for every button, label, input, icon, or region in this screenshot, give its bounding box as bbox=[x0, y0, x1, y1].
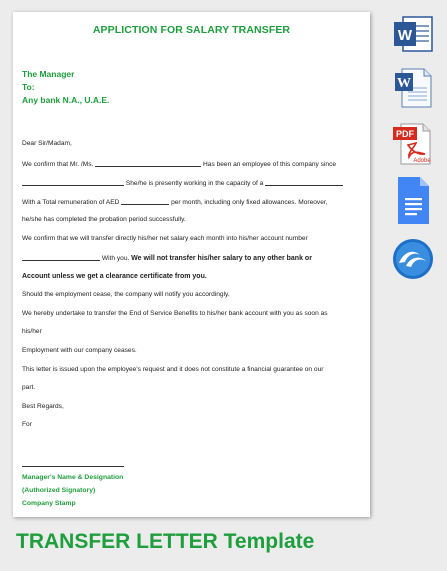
recipient-bank: Any bank N.A., U.A.E. bbox=[22, 95, 110, 105]
paragraph-line-6 bbox=[22, 254, 362, 262]
signatory-name-label: Manager's Name & Designation bbox=[22, 474, 124, 481]
paragraph-line-10: his/her bbox=[22, 328, 42, 335]
employee-name-blank bbox=[95, 160, 201, 167]
position-blank bbox=[265, 179, 343, 186]
text-span: per month, including only fixed allowances. Moreover, bbox=[171, 199, 328, 206]
text-span: With you. bbox=[101, 255, 130, 262]
paragraph-line-12: This letter is issued upon the employee's request and it does not constitute a financial guarantee on our bbox=[22, 366, 324, 373]
text-span: Has been an employee of this company since bbox=[203, 161, 337, 168]
paragraph-line-1 bbox=[22, 160, 362, 168]
pdf-icon[interactable] bbox=[392, 121, 434, 165]
salary-amount-blank bbox=[121, 198, 169, 205]
paragraph-line-5: We confirm that we will transfer directly his/her net salary each month into his/her account number bbox=[22, 235, 308, 242]
text-span: She/he is presently working in the capacity of a bbox=[125, 180, 264, 187]
for-line: For bbox=[22, 421, 32, 428]
paragraph-line-8: Should the employment cease, the company will notify you accordingly. bbox=[22, 291, 230, 298]
word-legacy-icon[interactable] bbox=[392, 66, 434, 110]
text-span: We confirm that Mr. /Ms. bbox=[22, 161, 94, 168]
text-span: With a Total remuneration of AED bbox=[22, 199, 120, 206]
join-date-blank bbox=[22, 179, 124, 186]
letter-title: APPLICTION FOR SALARY TRANSFER bbox=[92, 24, 291, 36]
paragraph-line-2 bbox=[22, 179, 362, 187]
word-legacy-icon-label: W bbox=[397, 76, 411, 91]
openoffice-icon[interactable] bbox=[392, 237, 434, 281]
salutation: Dear Sir/Madam, bbox=[22, 140, 72, 147]
google-docs-icon[interactable] bbox=[392, 176, 434, 220]
word-icon-label: W bbox=[397, 27, 413, 44]
closing: Best Regards, bbox=[22, 403, 64, 410]
recipient-manager: The Manager bbox=[22, 69, 75, 79]
signature-line bbox=[22, 466, 124, 467]
authorized-signatory-label: (Authorized Signatory) bbox=[22, 487, 96, 494]
pdf-icon-label: PDF bbox=[396, 129, 414, 139]
account-number-blank bbox=[22, 254, 100, 261]
recipient-to: To: bbox=[22, 82, 35, 92]
letter-page bbox=[13, 12, 370, 517]
paragraph-line-13: part. bbox=[22, 384, 36, 391]
paragraph-line-3 bbox=[22, 198, 362, 206]
bold-text-span: We will not transfer his/her salary to any other bank or bbox=[131, 255, 312, 262]
paragraph-line-4: he/she has completed the probation period successfully. bbox=[22, 216, 186, 223]
paragraph-line-9: We hereby undertake to transfer the End of Service Benefits to his/her bank account with you as soon as bbox=[22, 310, 328, 317]
template-caption: TRANSFER LETTER Template bbox=[16, 530, 315, 553]
paragraph-line-11: Employment with our company ceases. bbox=[22, 347, 137, 354]
adobe-label: Adobe bbox=[413, 158, 431, 164]
word-2013-icon[interactable] bbox=[392, 12, 434, 56]
company-stamp-label: Company Stamp bbox=[22, 500, 76, 507]
paragraph-line-7: Account unless we get a clearance certificate from you. bbox=[22, 273, 207, 280]
